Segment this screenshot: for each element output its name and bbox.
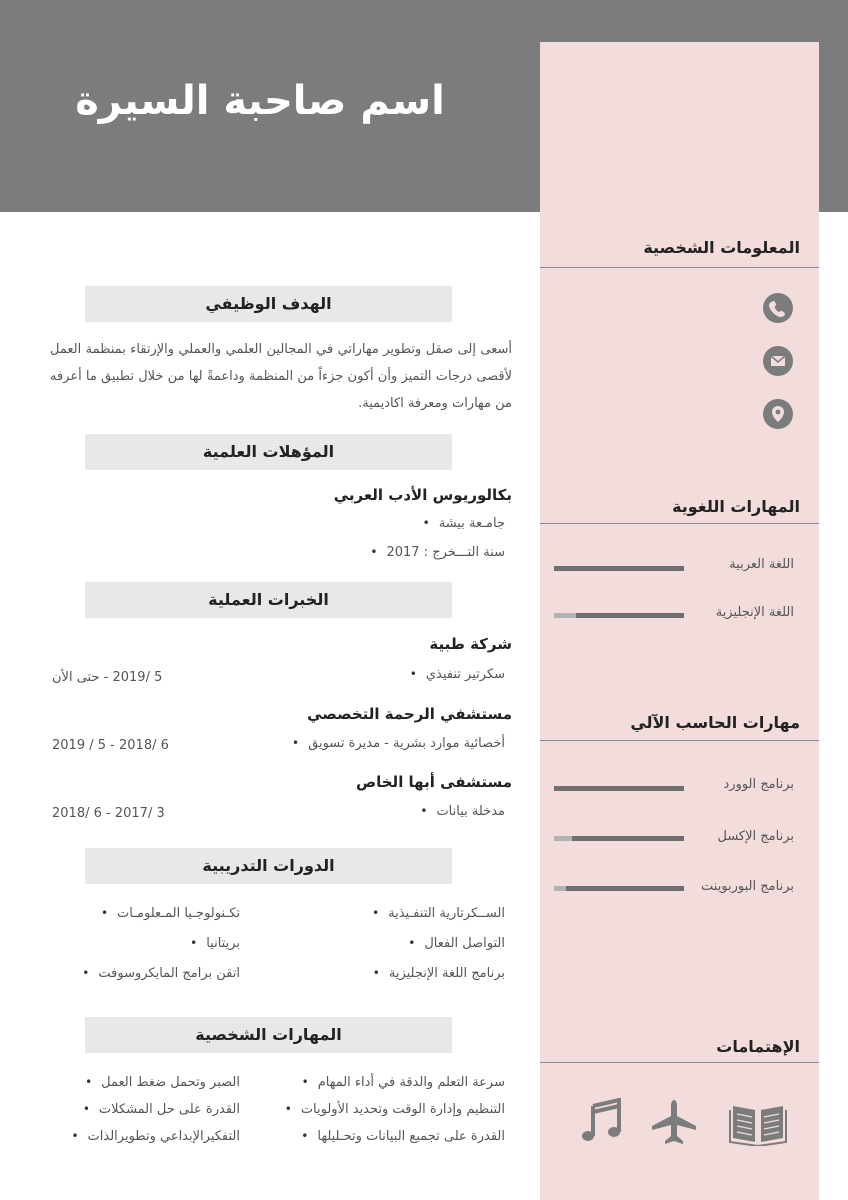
interests-divider xyxy=(540,1062,819,1063)
skill-label-english: اللغة الإنجليزية xyxy=(715,605,794,620)
degree-title: بكالوريوس الأدب العربي xyxy=(333,486,512,504)
skill-label-powerpoint: برنامج البوربوينت xyxy=(701,879,794,894)
skill-bar-fill xyxy=(576,613,684,618)
personal-info-divider xyxy=(540,267,819,268)
skill-bar-english xyxy=(554,613,684,618)
objective-text: أسعى إلى صقل وتطوير مهاراتي في المجالين العلمي والعملي والإرتقاء بمنظمة العمل لأقصى درجات التميز وأن أكون جزءاً من المنظمة وداعمةً لها من خلال تطبيق ما أعرفه من مهارات ومعرفة اكاديمية. xyxy=(50,342,512,411)
experience-role: مدخلة بيانات • xyxy=(420,804,505,819)
skill-bar-fill xyxy=(572,836,684,841)
experience-date: 3 /2017 - 6 /2018 xyxy=(52,806,165,821)
computer-skills-title: مهارات الحاسب الآلي xyxy=(630,713,800,732)
languages-divider xyxy=(540,523,819,524)
languages-title: المهارات اللغوية xyxy=(672,497,800,516)
experience-company: مستشفي الرحمة التخصصي xyxy=(307,705,512,723)
personal-skill-item: القدرة على تجميع البيانات وتحـليلها • xyxy=(301,1129,505,1144)
skill-bar-fill xyxy=(566,886,684,891)
personal-skill-item: القدرة على حل المشكلات • xyxy=(83,1102,240,1117)
education-heading: المؤهلات العلمية xyxy=(85,434,452,470)
experience-date: 6 /2018 - 5 / 2019 xyxy=(52,738,169,753)
experience-company: مستشفى أبها الخاص xyxy=(355,773,512,791)
resume-owner-name: اسم صاحبة السيرة xyxy=(75,78,445,124)
personal-skills-heading: المهارات الشخصية xyxy=(85,1017,452,1053)
skill-bar-excel xyxy=(554,836,684,841)
experience-heading: الخبرات العملية xyxy=(85,582,452,618)
personal-skill-item: الصبر وتحمل ضغط العمل • xyxy=(85,1075,240,1090)
location-pin-icon xyxy=(763,399,793,429)
experience-role: أخصائية موارد بشرية - مديرة تسويق • xyxy=(292,736,505,751)
course-item: برنامج اللغة الإنجليزية • xyxy=(373,966,505,981)
envelope-icon xyxy=(763,346,793,376)
skill-bar-fill xyxy=(554,566,684,571)
phone-icon xyxy=(763,293,793,323)
interests-title: الإهتمامات xyxy=(716,1037,800,1056)
experience-company: شركة طبية xyxy=(429,635,512,653)
personal-skill-item: التفكيرالإبداعي وتطويرالذات • xyxy=(71,1129,240,1144)
experience-role: سكرتير تنفيذي • xyxy=(410,667,505,682)
education-item: سنة التـــخرج : 2017 • xyxy=(370,545,505,560)
experience-date: 5 /2019 - حتى الأن xyxy=(52,670,163,685)
personal-info-title: المعلومات الشخصية xyxy=(643,238,800,257)
skill-label-arabic: اللغة العربية xyxy=(729,557,794,572)
skill-label-excel: برنامج الإكسل xyxy=(717,829,794,844)
education-item: جامـعة بيشة • xyxy=(423,516,505,531)
personal-skill-item: سرعة التعلم والدقة في أداء المهام • xyxy=(302,1075,505,1090)
course-item: اتقن برامج المايكروسوفت • xyxy=(82,966,240,981)
course-item: التواصل الفعال • xyxy=(408,936,505,951)
sidebar-panel xyxy=(540,42,819,1200)
airplane-icon xyxy=(650,1098,698,1146)
personal-skill-item: التنظيم وإدارة الوقت وتحديد الأولويات • xyxy=(285,1102,505,1117)
skill-bar-powerpoint xyxy=(554,886,684,891)
course-item: بريتانيا • xyxy=(190,936,240,951)
skill-bar-word xyxy=(554,786,684,791)
open-book-icon xyxy=(729,1098,787,1146)
skill-bar-arabic xyxy=(554,566,684,571)
course-item: تكـنولوجـيا المـعلومـات • xyxy=(101,906,240,921)
skill-label-word: برنامج الوورد xyxy=(723,777,794,792)
skill-bar-fill xyxy=(554,786,684,791)
objective-heading: الهدف الوظيفي xyxy=(85,286,452,322)
courses-heading: الدورات التدريبية xyxy=(85,848,452,884)
computer-skills-divider xyxy=(540,740,819,741)
music-note-icon xyxy=(581,1098,621,1144)
course-item: الســكرتارية التنفـيذية • xyxy=(372,906,505,921)
